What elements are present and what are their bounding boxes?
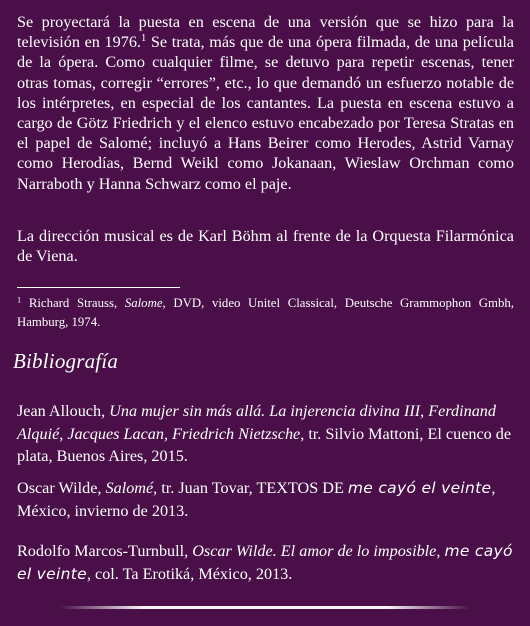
entry-details: , col. Ta Erotiká, México, 2013. <box>86 564 293 583</box>
paragraph-text: Se trata, más que de una ópera filmada, de una película de la ópera. Como cualquier filme, se detuvo para repetir escenas, tener otras tomas, corregir “errores”, etc., lo que demandó un esfuerzo notable de los intérpretes, en especial de los cantantes. La puesta en escena estuvo a cargo de Götz Friedrich y el elenco estuvo encabezado por Teresa Stratas en el papel de Salomé; incluyó a Hans Beirer como Herodes, Astrid Varnay como Herodías, Bernd Weikl como Jokanaan, Wieslaw Orchman como Narraboth y Hanna Schwarz como el paje. <box>17 33 514 193</box>
footnote <box>17 294 514 332</box>
entry-title: Oscar Wilde. El amor de lo imposible <box>192 542 437 560</box>
publisher-name: me cayó el veinte <box>17 542 513 583</box>
entry-details: , tr. Silvio Mattoni, El cuenco de plata, Buenos Aires, 2015. <box>17 424 512 465</box>
footnote-marker: 1 <box>17 295 22 305</box>
publisher-name: me cayó el veinte <box>347 479 492 497</box>
entry-details: , México, invierno de 2013. <box>17 479 496 520</box>
bottom-divider <box>60 606 470 609</box>
body-paragraph-2: La dirección musical es de Karl Böhm al frente de la Orquesta Filarmónica de Viena. <box>17 227 514 266</box>
entry-author: Oscar Wilde, <box>17 479 106 497</box>
body-paragraph-1 <box>17 12 514 194</box>
bibliography-heading: Bibliografía <box>13 349 119 373</box>
entry-author: Rodolfo Marcos-Turnbull, <box>17 542 193 560</box>
entry-title: Una mujer sin más allá. La injerencia divina III, Ferdinand Alquié, Jacques Lacan, Friedrich Nietzsche <box>17 402 496 443</box>
bibliography-entry <box>17 540 514 585</box>
footnote-reference[interactable]: 1 <box>140 33 147 45</box>
bibliography-entry <box>17 477 514 522</box>
bibliography-entry <box>17 400 514 468</box>
footnote-title: Salome <box>124 296 163 310</box>
entry-author: Jean Allouch, <box>17 402 110 420</box>
footnote-text: , DVD, video Unitel Classical, Deutsche Grammophon Gmbh, Hamburg, 1974. <box>17 296 514 329</box>
paragraph-text: Se proyectará la puesta en escena de una versión que se hizo para la televisión en 1976. <box>17 13 514 52</box>
footnote-separator <box>17 287 180 288</box>
entry-details: , <box>436 542 445 560</box>
entry-title: Salomé <box>105 479 154 497</box>
entry-details: , tr. Juan Tovar, TEXTOS DE <box>153 479 348 497</box>
footnote-text: Richard Strauss, <box>21 296 125 310</box>
